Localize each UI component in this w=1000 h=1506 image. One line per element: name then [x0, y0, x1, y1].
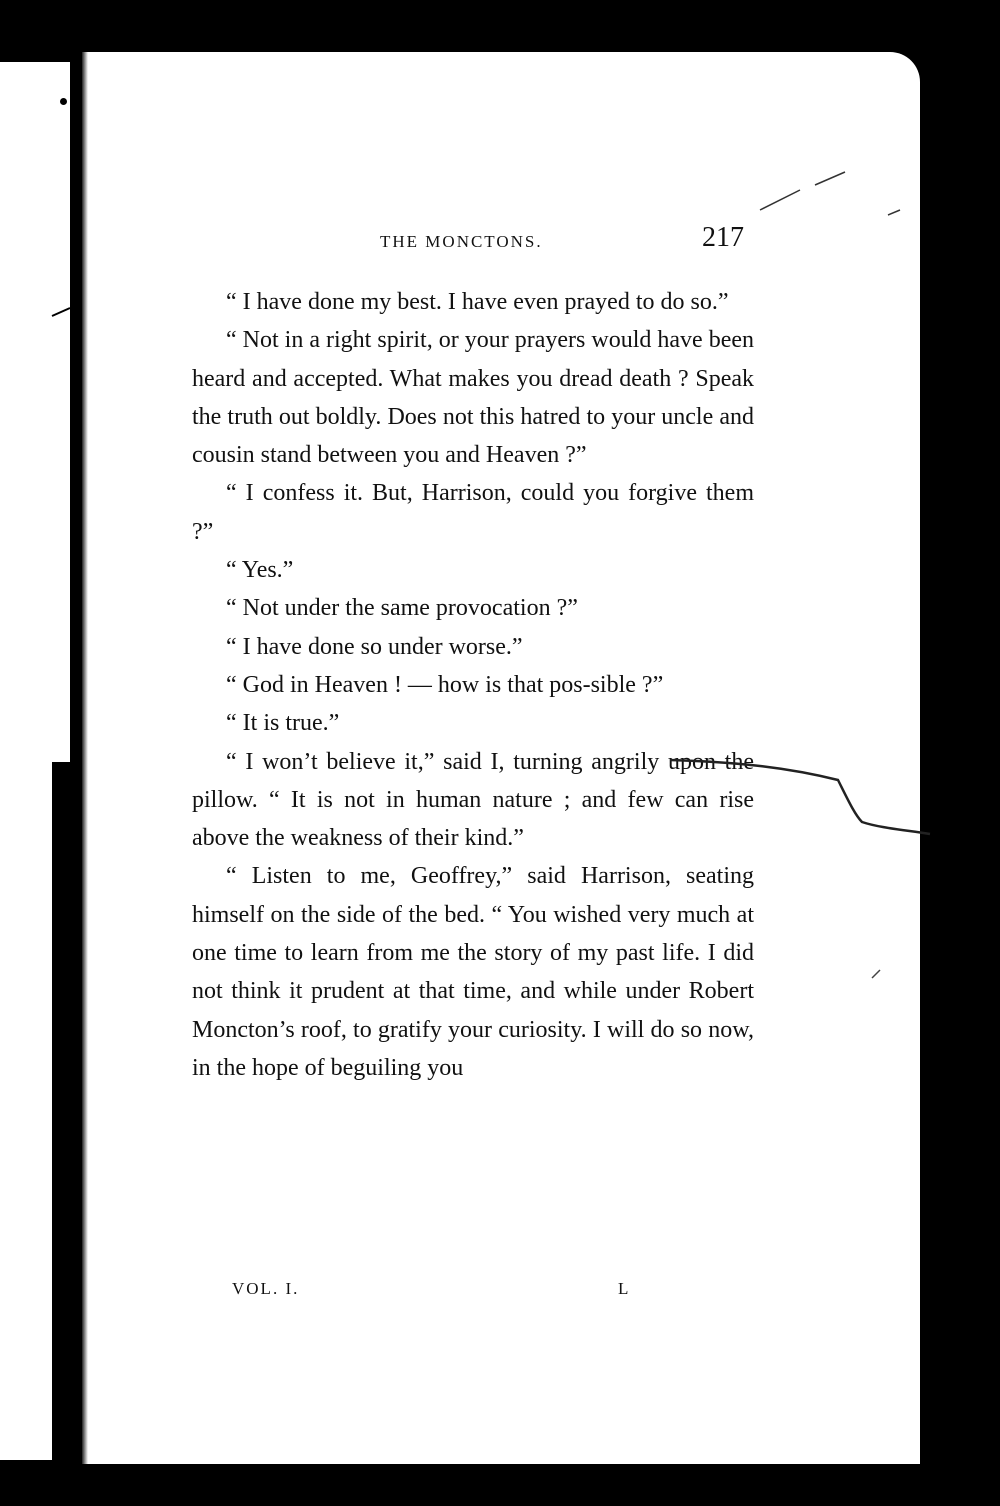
paragraph: “ Not in a right spirit, or your prayers would have been heard and accepted. What makes you dread death ? Speak the truth out boldly. Does not this hatred to your uncle and cousin stand between you and Heaven ?”	[192, 327, 754, 469]
running-title: THE MONCTONS.	[380, 232, 543, 251]
paragraph: “ Yes.”	[226, 557, 294, 584]
paragraph: “ Listen to me, Geoffrey,” said Harrison, seating himself on the side of the bed. “ You wished very much at one time to learn from me the story of my past life. I did not think it prudent at that time, and while under Robert Moncton’s roof, to gratify your curiosity. I will do so now, in the hope of beguiling you	[192, 863, 754, 1081]
paragraph: “ I have done my best. I have even prayed to do so.”	[226, 289, 729, 315]
facing-page-edge	[0, 62, 70, 762]
facing-page-edge-lower	[0, 760, 52, 1460]
paragraph: “ I confess it. But, Harrison, could you forgive them ?”	[192, 480, 754, 545]
volume-signature: VOL. I.	[232, 1279, 300, 1298]
page-footer	[232, 1279, 652, 1309]
paragraph: “ God in Heaven ! — how is that pos-sible ?”	[226, 671, 664, 698]
paragraph: “ Not under the same provocation ?”	[226, 595, 578, 622]
signature-mark: L	[618, 1279, 631, 1298]
page-header	[380, 222, 760, 258]
scan-speck	[60, 98, 67, 105]
paragraph: “ I have done so under worse.”	[226, 633, 523, 660]
page-number: 217	[702, 222, 744, 253]
page-gutter-shadow	[82, 52, 88, 1464]
body-text	[192, 283, 754, 1087]
paragraph: “ It is true.”	[226, 710, 340, 737]
paragraph: “ I won’t believe it,” said I, turning angrily upon the pillow. “ It is not in human nature ; and few can rise above the weakness of their kind.”	[192, 748, 754, 852]
